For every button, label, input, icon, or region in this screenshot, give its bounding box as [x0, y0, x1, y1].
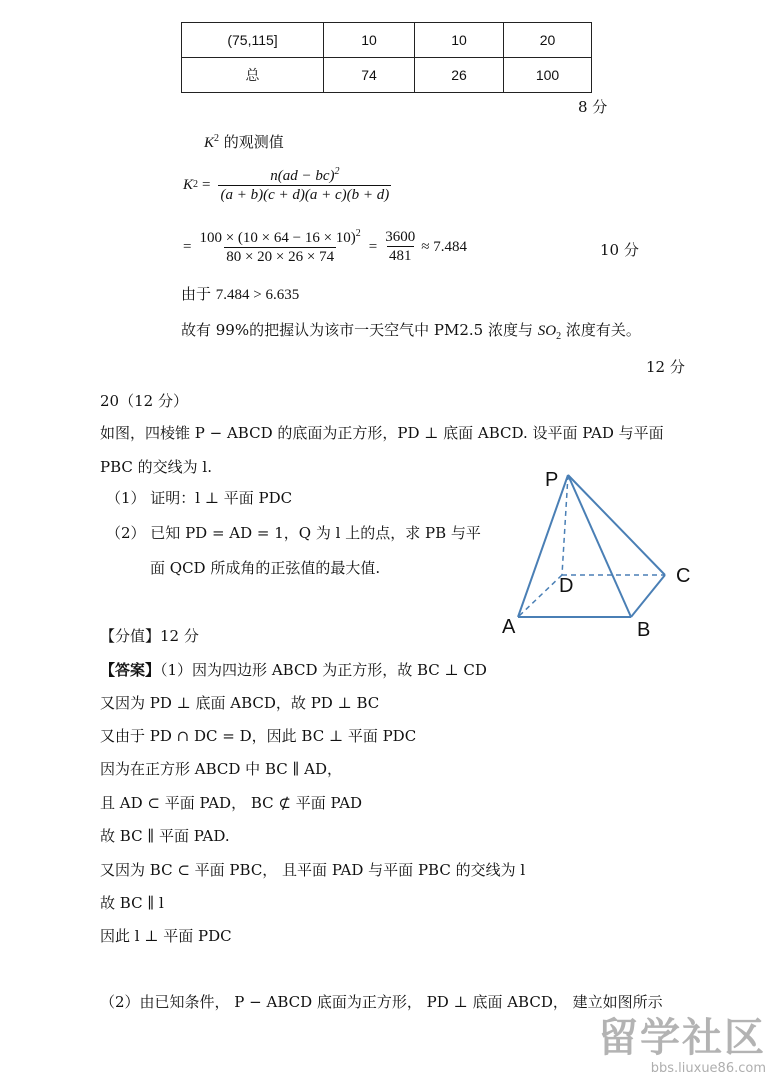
- k2-heading: $K^2$ 的观测值: [204, 133, 284, 151]
- conclusion-line: 故有 99%的把握认为该市一天空气中 PM2.5 浓度与 $SO_2$ 浓度有关。: [181, 321, 641, 342]
- problem-statement-line2: PBC 的交线为 l.: [100, 458, 212, 476]
- table-cell: 20: [504, 23, 592, 58]
- table-cell: 26: [415, 58, 504, 93]
- label-b: B: [637, 619, 651, 641]
- answer-line: 故 BC ∥ l: [100, 894, 164, 912]
- table-cell: 总: [182, 58, 324, 93]
- table-cell: 10: [324, 23, 415, 58]
- answer-line: 又因为 BC ⊂ 平面 PBC， 且平面 PAD 与平面 PBC 的交线为 l: [100, 861, 526, 879]
- score-10: 10 分: [600, 241, 639, 259]
- calc-fraction: $\frac{100 \times (10 \times 64 - 16 \times 10)^2}{80 \times 20 \times 26 \times 74}$: [199, 228, 361, 266]
- k2-label: 的观测值: [223, 133, 284, 151]
- table-row: [182, 58, 592, 93]
- answer-line: 因此 l ⊥ 平面 PDC: [100, 927, 232, 945]
- score-8: 8 分: [578, 98, 608, 116]
- simplified-fraction: $\frac{3600}{481}$: [385, 229, 416, 265]
- table-row: [182, 23, 592, 58]
- edge-pc: [568, 475, 665, 575]
- label-c: C: [676, 565, 691, 587]
- answer-label: 【答案】: [100, 661, 161, 679]
- label-a: A: [502, 616, 516, 638]
- score-12: 12 分: [646, 358, 685, 376]
- answer-line: 因为在正方形 ABCD 中 BC ∥ AD，: [100, 760, 343, 778]
- k2-formula: K 2 = $\frac{n(ad - bc)^2}{(a + b)(c + d)(a + c)(b + d)}$: [183, 166, 390, 204]
- score-label: 【分值】12 分: [100, 627, 199, 645]
- answer-line: 且 AD ⊂ 平面 PAD， BC ⊄ 平面 PAD: [100, 794, 363, 812]
- edge-bc: [631, 575, 665, 617]
- edge-pb: [568, 475, 631, 617]
- watermark: [598, 1006, 766, 1076]
- question-1: （1） 证明：l ⊥ 平面 PDC: [106, 489, 293, 507]
- part2-line: （2）由已知条件， P − ABCD 底面为正方形， PD ⊥ 底面 ABCD， 建立如图所示: [100, 993, 663, 1011]
- problem-statement-line1: 如图，四棱锥 P − ABCD 的底面为正方形，PD ⊥ 底面 ABCD. 设平面 PAD 与平面: [100, 424, 664, 442]
- question-2-line1: （2） 已知 PD = AD = 1，Q 为 l 上的点，求 PB 与平: [106, 524, 481, 542]
- k2-symbol: K: [204, 135, 215, 151]
- answer-line: 【答案】（1）因为四边形 ABCD 为正方形，故 BC ⊥ CD: [100, 661, 487, 679]
- k2-calculation: = $\frac{100 \times (10 \times 64 - 16 \times 10)^2}{80 \times 20 \times 26 \times 74}$ = $\frac{3600}{481}$ ≈ 7.484: [183, 228, 467, 266]
- table-cell: 100: [504, 58, 592, 93]
- watermark-logo: 留学社区: [598, 1015, 766, 1061]
- contingency-table: [181, 22, 592, 93]
- answer-line: 故 BC ∥ 平面 PAD.: [100, 827, 230, 845]
- label-d: D: [559, 575, 574, 597]
- label-p: P: [545, 469, 559, 491]
- comparison-line: 由于 7.484 > 6.635: [181, 285, 300, 303]
- table-cell: 10: [415, 23, 504, 58]
- problem-number: 20（12 分）: [100, 392, 188, 410]
- question-2-line2: 面 QCD 所成角的正弦值的最大值.: [150, 559, 381, 577]
- answer-line: 又由于 PD ∩ DC = D，因此 BC ⊥ 平面 PDC: [100, 727, 417, 745]
- pyramid-figure: [495, 460, 705, 645]
- table-cell: 74: [324, 58, 415, 93]
- k2-fraction: $\frac{n(ad - bc)^2}{(a + b)(c + d)(a + c)(b + d)}$: [220, 166, 390, 204]
- table-cell: (75,115]: [182, 23, 324, 58]
- answer-line: 又因为 PD ⊥ 底面 ABCD，故 PD ⊥ BC: [100, 694, 380, 712]
- watermark-url: bbs.liuxue86.com: [650, 1061, 766, 1076]
